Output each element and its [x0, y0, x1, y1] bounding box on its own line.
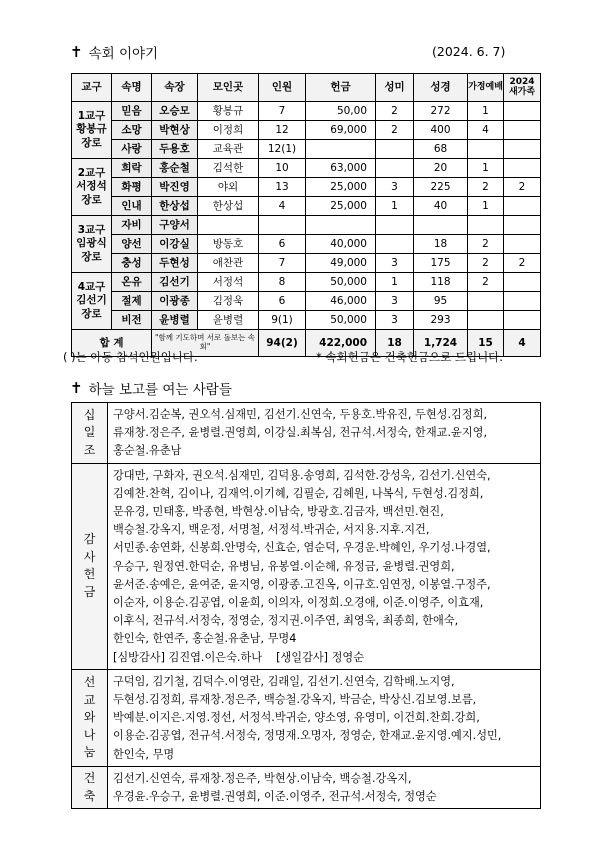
total-bible: 18 [376, 330, 414, 357]
table-row [72, 102, 541, 121]
cell-family: 1 [468, 197, 504, 216]
cell-bible: 3 [376, 292, 414, 311]
donor-line: 박예분.이지은.지영.정선, 서정석.박귀순, 양소영, 유영미, 이건희.찬희.강희, [113, 711, 480, 725]
donor-line: 문유경, 민태홍, 박종현, 박현상.이남숙, 방광호.김금자, 백선민.현진, [113, 505, 444, 519]
cell-attendance: 6 [259, 292, 306, 311]
col-leader: 속장 [152, 74, 198, 102]
donor-line: 이용순.김공엽, 전규석.서정숙, 정명재.오명자, 정영순, 한재교.윤지영.예지.성민, [113, 729, 502, 743]
cell-attendance: 6 [259, 235, 306, 254]
cell-place: 야외 [198, 178, 259, 197]
cell-thanks: 118 [414, 273, 468, 292]
donor-category-label [72, 403, 108, 464]
total-new-family: 4 [504, 330, 541, 357]
cell-offering: 69,000 [306, 121, 376, 140]
cell-family: 2 [468, 254, 504, 273]
cell-bible: 2 [376, 102, 414, 121]
special-thanks [113, 649, 536, 667]
cell-place: 황봉규 [198, 102, 259, 121]
cell-bible: 3 [376, 254, 414, 273]
cell-place: 서정석 [198, 273, 259, 292]
cell-offering: 25,000 [306, 197, 376, 216]
donor-table [71, 402, 541, 809]
total-attendance: 94(2) [259, 330, 306, 357]
cell-family [468, 292, 504, 311]
cell-name: 소망 [112, 121, 152, 140]
cell-family [468, 216, 504, 235]
cell-thanks: 175 [414, 254, 468, 273]
col-name: 속명 [112, 74, 152, 102]
cell-bible [376, 140, 414, 159]
cell-offering: 50,000 [306, 273, 376, 292]
col-family: 가정예배 [468, 74, 504, 102]
section-header-donors [70, 378, 232, 398]
cell-attendance: 7 [259, 254, 306, 273]
cell-place: 한상섭 [198, 197, 259, 216]
cell-leader: 박현상 [152, 121, 198, 140]
cell-leader: 윤병렬 [152, 311, 198, 330]
special-thanks-item: [심방감사] 김진엽.이은숙.하나 [113, 650, 263, 664]
cell-place: 애찬관 [198, 254, 259, 273]
col-thanks: 성경 [414, 74, 468, 102]
donor-row [72, 463, 541, 669]
cross-icon: ✝ [70, 379, 83, 397]
cell-place: 김석한 [198, 159, 259, 178]
cell-family: 1 [468, 102, 504, 121]
total-motto: "함께 기도하며 서로 돌보는 속회" [152, 330, 259, 357]
cell-leader: 두현성 [152, 254, 198, 273]
cell-leader: 이강실 [152, 235, 198, 254]
cell-family [468, 140, 504, 159]
table-row [72, 216, 541, 235]
donor-category-text: 감사헌금 [83, 532, 96, 599]
table-row [72, 140, 541, 159]
cell-offering: 25,000 [306, 178, 376, 197]
donor-line: 한인숙, 무명 [113, 747, 175, 761]
donor-category-text: 십일조 [83, 407, 96, 457]
donor-line: 백승철.강옥지, 백운정, 서명철, 서정석.박귀순, 서지용.지후.지건, [113, 523, 430, 537]
cell-family [468, 311, 504, 330]
cell-new-family [504, 235, 541, 254]
cell-bible: 1 [376, 273, 414, 292]
cell-new-family [504, 102, 541, 121]
cell-family: 2 [468, 178, 504, 197]
cell-bible [376, 159, 414, 178]
cell-name: 온유 [112, 273, 152, 292]
cell-name: 자비 [112, 216, 152, 235]
cell-attendance: 9(1) [259, 311, 306, 330]
donor-line: 서민종.송연화, 신봉희.안명숙, 신효순, 염순덕, 우경운.박혜인, 우기성.나경열, [113, 541, 491, 555]
donor-table-body [72, 403, 541, 809]
cell-attendance [259, 216, 306, 235]
cell-new-family [504, 140, 541, 159]
special-thanks-item: [생일감사] 정영순 [276, 650, 365, 664]
cell-bible [376, 235, 414, 254]
donor-list [108, 463, 541, 669]
cell-new-family: 2 [504, 178, 541, 197]
cell-offering [306, 140, 376, 159]
cell-family: 2 [468, 235, 504, 254]
donor-line: 김선기.신연숙, 류재창.정은주, 박현상.이남숙, 백승철.강옥지, [113, 771, 412, 785]
cell-thanks: 40 [414, 197, 468, 216]
donor-row [72, 766, 541, 808]
cell-leader: 두용호 [152, 140, 198, 159]
table-row [72, 273, 541, 292]
donor-line: 두현성.김정희, 류재창.정은주, 백승철.강옥지, 박금순, 박상신.김보영.보름, [113, 693, 477, 707]
donor-list [108, 766, 541, 808]
table-body [72, 102, 541, 357]
cell-offering: 49,000 [306, 254, 376, 273]
cell-attendance: 12 [259, 121, 306, 140]
donor-line: 이순자, 이용순.김공엽, 이윤희, 이의자, 이정희.오경애, 이준.이영주, 이효재, [113, 596, 484, 610]
cell-offering: 46,000 [306, 292, 376, 311]
cell-family: 4 [468, 121, 504, 140]
cell-place: 이정희 [198, 121, 259, 140]
cell-name: 인내 [112, 197, 152, 216]
cell-leader: 오승모 [152, 102, 198, 121]
cell-attendance: 12(1) [259, 140, 306, 159]
donor-line: 강대만, 구화자, 권오석.심재민, 김덕용.송영희, 김석한.강성욱, 김선기.신연숙, [113, 468, 491, 482]
donor-list [108, 669, 541, 766]
cell-new-family [504, 273, 541, 292]
note-offering: * 속회헌금은 건축헌금으로 드립니다. [316, 350, 504, 364]
cell-bible [376, 216, 414, 235]
cell-leader: 김선기 [152, 273, 198, 292]
district-label: 4교구 김선기 장로 [72, 273, 112, 330]
cell-place [198, 216, 259, 235]
donor-line: 류재창.정은주, 윤병렬.권영희, 이강실.최복심, 전규석.서정숙, 한재교.윤지영, [113, 426, 488, 440]
table-row [72, 292, 541, 311]
cell-thanks [414, 216, 468, 235]
table-row [72, 197, 541, 216]
cell-new-family [504, 292, 541, 311]
cell-leader: 구양서 [152, 216, 198, 235]
donor-category-label [72, 669, 108, 766]
cell-name: 믿음 [112, 102, 152, 121]
cell-leader: 박진영 [152, 178, 198, 197]
cell-thanks: 20 [414, 159, 468, 178]
cell-name: 화평 [112, 178, 152, 197]
district-label: 2교구 서정석 장로 [72, 159, 112, 216]
cell-family: 1 [468, 159, 504, 178]
total-family: 15 [468, 330, 504, 357]
cell-name: 양선 [112, 235, 152, 254]
cell-bible: 3 [376, 311, 414, 330]
donor-line: 윤서준.송예은, 윤여준, 윤지영, 이광종.고진옥, 이규호.임연정, 이봉열.구정주, [113, 577, 491, 591]
cell-new-family [504, 197, 541, 216]
col-new-family: 2024 새가족 [504, 74, 541, 102]
table-row [72, 121, 541, 140]
district-label: 3교구 임광식 장로 [72, 216, 112, 273]
cell-place: 윤병렬 [198, 311, 259, 330]
donor-category-label [72, 766, 108, 808]
cell-leader: 한상섭 [152, 197, 198, 216]
cross-icon: ✝ [70, 43, 83, 61]
cell-bible: 2 [376, 121, 414, 140]
col-attendance: 인원 [259, 74, 306, 102]
donor-row [72, 403, 541, 464]
cell-attendance: 8 [259, 273, 306, 292]
total-offering: 422,000 [306, 330, 376, 357]
section-header-meetings [70, 42, 158, 62]
col-offering: 헌금 [306, 74, 376, 102]
cell-offering: 40,000 [306, 235, 376, 254]
donor-category-text: 선교와나눔 [83, 675, 96, 759]
section-title: 하늘 보고를 여는 사람들 [88, 382, 232, 398]
col-place: 모인곳 [198, 74, 259, 102]
donor-category-label [72, 463, 108, 669]
cell-place: 김정욱 [198, 292, 259, 311]
cell-new-family [504, 121, 541, 140]
cell-thanks: 293 [414, 311, 468, 330]
donor-line: 한인숙, 한연주, 홍순철.유춘남, 무명4 [113, 632, 297, 646]
cell-thanks: 400 [414, 121, 468, 140]
cell-name: 충성 [112, 254, 152, 273]
cell-place: 방동호 [198, 235, 259, 254]
cell-name: 희락 [112, 159, 152, 178]
table-row [72, 159, 541, 178]
cell-attendance: 7 [259, 102, 306, 121]
donor-line: 우경윤.우승구, 윤병렬.권영희, 이준.이영주, 전규석.서정숙, 정영순 [113, 790, 437, 804]
cell-new-family [504, 159, 541, 178]
section-title: 속회 이야기 [88, 46, 159, 62]
table-row [72, 178, 541, 197]
meeting-table [71, 73, 541, 357]
table-header-row [72, 74, 541, 102]
table-row [72, 235, 541, 254]
cell-thanks: 18 [414, 235, 468, 254]
donor-line: 구양서.김순복, 권오석.심재민, 김선기.신연숙, 두용호.박유진, 두현성.김정희, [113, 408, 488, 421]
total-label: 합 계 [72, 330, 152, 357]
donor-row [72, 669, 541, 766]
table-row [72, 311, 541, 330]
col-district: 교구 [72, 74, 112, 102]
cell-offering: 50,00 [306, 102, 376, 121]
district-label: 1교구 황봉규 장로 [72, 102, 112, 159]
cell-offering: 63,000 [306, 159, 376, 178]
table-row [72, 254, 541, 273]
col-bible: 성미 [376, 74, 414, 102]
note-children: ( )는 아동 참석인원입니다. [63, 350, 198, 364]
donor-line: 구덕임, 김기철, 김덕수.이영란, 김래일, 김선기.신연숙, 김학배.노지영, [113, 674, 455, 688]
cell-thanks: 225 [414, 178, 468, 197]
cell-name: 비전 [112, 311, 152, 330]
cell-new-family [504, 216, 541, 235]
cell-leader: 홍순철 [152, 159, 198, 178]
cell-attendance: 4 [259, 197, 306, 216]
cell-offering [306, 216, 376, 235]
cell-attendance: 13 [259, 178, 306, 197]
cell-place: 교육관 [198, 140, 259, 159]
cell-offering: 50,000 [306, 311, 376, 330]
cell-name: 절제 [112, 292, 152, 311]
cell-bible: 3 [376, 178, 414, 197]
cell-family: 2 [468, 273, 504, 292]
donor-list [108, 403, 541, 464]
total-thanks: 1,724 [414, 330, 468, 357]
cell-thanks: 95 [414, 292, 468, 311]
cell-name: 사랑 [112, 140, 152, 159]
cell-thanks: 68 [414, 140, 468, 159]
cell-new-family [504, 311, 541, 330]
cell-leader: 이광종 [152, 292, 198, 311]
donor-line: 우승구, 원정연.한덕순, 유병님, 유봉열.이순해, 유정금, 윤병렬.권영희, [113, 559, 455, 573]
donor-line: 이후식, 전규석.서정숙, 정영순, 정지권.이주연, 최영욱, 최종희, 한애숙, [113, 614, 459, 628]
cell-new-family: 2 [504, 254, 541, 273]
cell-attendance: 10 [259, 159, 306, 178]
donor-line: 홍순철.유춘남 [113, 444, 182, 458]
cell-bible: 1 [376, 197, 414, 216]
report-date: (2024. 6. 7) [432, 44, 506, 59]
donor-line: 김예찬.찬혁, 김이나, 김재억.이기혜, 김필순, 김혜원, 나복식, 두현성.김정희, [113, 486, 484, 500]
donor-category-text: 건축 [83, 771, 96, 803]
cell-thanks: 272 [414, 102, 468, 121]
